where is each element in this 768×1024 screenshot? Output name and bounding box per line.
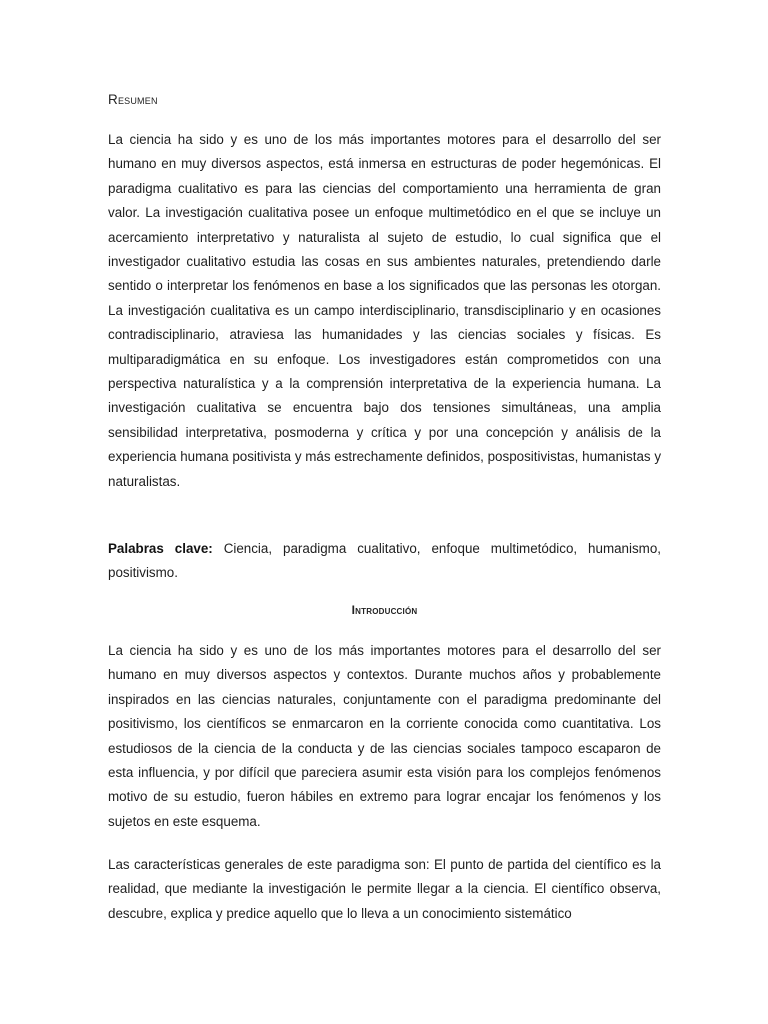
resumen-heading: Resumen: [108, 92, 158, 107]
keywords-text: Ciencia, paradigma cualitativo, enfoque multimetódico, humanismo, positivismo.: [108, 541, 661, 581]
keywords-paragraph: [108, 537, 661, 586]
introduccion-paragraph-2: Las características generales de este paradigma son: El punto de partida del científico es la realidad, que mediante la investigación le permite llegar a la ciencia. El científico observa, descubre, explica y predice aquello que lo lleva a un conocimiento sistemático: [108, 857, 661, 921]
introduccion-heading: Introducción: [351, 603, 418, 617]
keywords-label: Palabras clave:: [108, 541, 213, 556]
introduccion-paragraph-1: La ciencia ha sido y es uno de los más importantes motores para el desarrollo del ser humano en muy diversos aspectos y contextos. Durante muchos años y probablemente inspirados en las ciencias naturales, conjuntamente con el paradigma predominante del positivismo, los científicos se enmarcaron en la corriente conocida como cuantitativa. Los estudiosos de la ciencia de la conducta y de las ciencias sociales tampoco escaparon de esta influencia, y por difícil que pareciera asumir esta visión para los complejos fenómenos motivo de su estudio, fueron hábiles en extremo para lograr encajar los fenómenos y los sujetos en este esquema.: [108, 643, 661, 829]
resumen-paragraph: La ciencia ha sido y es uno de los más importantes motores para el desarrollo del ser humano en muy diversos aspectos, está inmersa en estructuras de poder hegemónicas. El paradigma cualitativo es para las ciencias del comportamiento una herramienta de gran valor. La investigación cualitativa posee un enfoque multimetódico en el que se incluye un acercamiento interpretativo y naturalista al sujeto de estudio, lo cual significa que el investigador cualitativo estudia las cosas en sus ambientes naturales, pretendiendo darle sentido o interpretar los fenómenos en base a los significados que las personas les otorgan. La investigación cualitativa es un campo interdisciplinario, transdisciplinario y en ocasiones contradisciplinario, atraviesa las humanidades y las ciencias sociales y físicas. Es multiparadigmática en su enfoque. Los investigadores están comprometidos con una perspectiva naturalística y a la comprensión interpretativa de la experiencia humana. La investigación cualitativa se encuentra bajo dos tensiones simultáneas, una amplia sensibilidad interpretativa, posmoderna y crítica y por una concepción y análisis de la experiencia humana positivista y más estrechamente definidos, pospositivistas, humanistas y naturalistas.: [108, 132, 662, 489]
